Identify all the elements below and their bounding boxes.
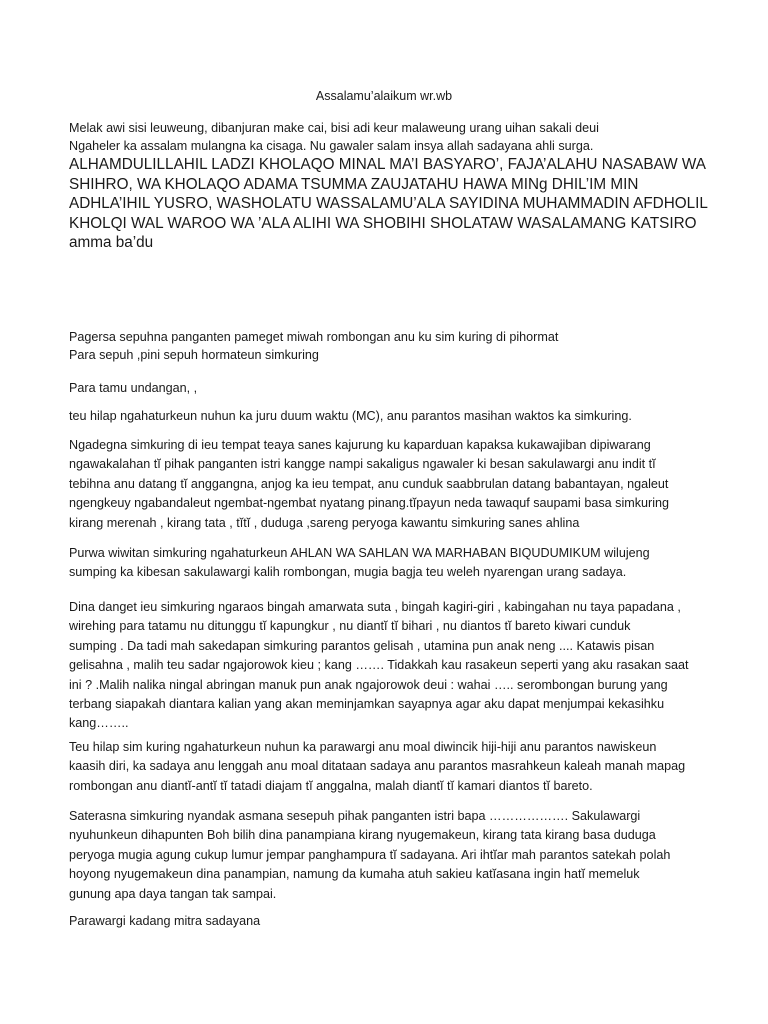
text-line: Teu hilap sim kuring ngahaturkeun nuhun ka parawargi anu moal diwincik hiji-hiji anu parantos nawiskeun: [69, 740, 657, 754]
greeting-elders-paragraph: [69, 329, 709, 364]
text-line: rombongan anu diantĭ-antĭ tĭ tatadi diajam tĭ anggalna, malah diantĭ tĭ kamari diantos tĭ bareto.: [69, 778, 593, 793]
text-line: wirehing para tatamu nu ditunggu tĭ kapungkur , nu diantĭ tĭ bihari , nu diantos tĭ bareto kiwari cunduk: [69, 619, 631, 634]
welcome-paragraph: [69, 544, 709, 583]
text-line: kaasih diri, ka sadaya anu lenggah anu moal ditataan sadaya anu parantos masrahkeun kaleah manah mapag: [69, 759, 686, 774]
text-line: terbang siapakah diantara kalian yang akan meminjamkan sayapnya agar aku dapat menjumpai kekasihku: [69, 697, 665, 712]
text-line: Ngaheler ka assalam mulangna ka cisaga. Nu gawaler salam insya allah sadayana ahli surga.: [69, 139, 594, 153]
representation-paragraph: [69, 436, 709, 533]
text-line: Melak awi sisi leuweung, dibanjuran make cai, bisi adi keur malaweung urang uihan sakali deui: [69, 121, 599, 135]
text-line: KHOLQI WAL WAROO WA ’ALA ALIHI WA SHOBIHI SHOLATAW WASALAMANG KATSIRO: [69, 214, 697, 232]
text-line: Para tamu undangan, ,: [69, 381, 198, 395]
text-line: Purwa wiwitan simkuring ngahaturkeun AHLAN WA SAHLAN WA MARHABAN BIQUDUMIKUM wilujeng: [69, 546, 650, 560]
text-line: Para sepuh ,pini sepuh hormateun simkuring: [69, 347, 319, 362]
text-line: Saterasna simkuring nyandak asmana sesepuh pihak panganten istri bapa ………………. Sakulawargi: [69, 809, 641, 823]
text-line: kirang merenah , kirang tata , tĭtĭ , duduga ,sareng peryoga kawantu simkuring sanes ahlina: [69, 515, 580, 530]
text-line: ADHLA’IHIL YUSRO, WASHOLATU WASSALAMU’ALA SAYIDINA MUHAMMADIN AFDHOLIL: [69, 195, 708, 212]
text-line: ngawakalahan tĭ pihak panganten istri kangge nampi sakaligus ngawaler ki besan sakulawargi anu indit tĭ: [69, 457, 656, 472]
text-line: ALHAMDULILLAHIL LADZI KHOLAQO MINAL MA’I BASYARO’, FAJA’ALAHU NASABAW WA: [69, 156, 706, 173]
page-title: Assalamu’alaikum wr.wb: [315, 89, 453, 103]
father-intro-paragraph: [69, 807, 709, 904]
thanks-family-paragraph: [69, 738, 709, 796]
text-line: nyuhunkeun dihapunten Boh bilih dina panampiana kirang nyugemakeun, kirang tata kirang basa duduga: [69, 828, 656, 843]
text-line: tebihna anu datang tĭ anggangna, anjog ka ieu tempat, anu cunduk saabbrulan datang babantayan, ngaleut: [69, 476, 669, 491]
thanks-mc-paragraph: [69, 407, 709, 426]
greeting-guests-paragraph: [69, 379, 709, 398]
text-line: ngengkeuy ngabandaleut ngembat-ngembat nyatang pinang.tĭpayun neda tawaquf saupami basa simkuring: [69, 496, 670, 511]
arabic-opening-paragraph: [69, 155, 709, 253]
closing-address-paragraph: [69, 912, 709, 931]
text-line: amma ba’du: [69, 234, 154, 251]
text-line: Pagersa sepuhna panganten pameget miwah rombongan anu ku sim kuring di pihormat: [69, 330, 559, 344]
text-line: teu hilap ngahaturkeun nuhun ka juru duum waktu (MC), anu parantos masihan waktos ka simkuring.: [69, 409, 632, 423]
text-line: gunung apa daya tangan tak sampai.: [69, 886, 277, 901]
text-line: sumping . Da tadi mah sakedapan simkuring parantos gelisah , utamina pun anak neng .... Katawis pisan: [69, 638, 655, 653]
text-line: Parawargi kadang mitra sadayana: [69, 914, 261, 928]
text-line: ini ? .Malih nalika ningal abringan manuk pun anak ngajorowok deui : wahai ….. serombongan burung yang: [69, 677, 668, 692]
joy-paragraph: [69, 598, 709, 753]
intro-paragraph: [69, 119, 709, 155]
text-line: Ngadegna simkuring di ieu tempat teaya sanes kajurung ku kaparduan kapaksa kukawajiban dipiwarang: [69, 438, 651, 452]
text-line: peryoga mugia agung cukup lumur jempar panghampura tĭ sadayana. Ari ihtĭar mah parantos satekah polah: [69, 847, 671, 862]
text-line: kang……..: [69, 716, 129, 731]
text-line: SHIHRO, WA KHOLAQO ADAMA TSUMMA ZAUJATAHU HAWA MINg DHIL’IM MIN: [69, 175, 639, 193]
text-line: gelisahna , malih teu sadar ngajorowok kieu ; kang ……. Tidakkah kau rasakeun seperti yang aku rasakan saat: [69, 658, 689, 673]
text-line: hoyong nyugemakeun dina panampian, namung da kumaha atuh sakieu katĭasana ingin hatĭ memeluk: [69, 867, 640, 882]
text-line: Dina danget ieu simkuring ngaraos bingah amarwata suta , bingah kagiri-giri , kabingahan nu taya papadana ,: [69, 600, 681, 614]
text-line: sumping ka kibesan sakulawargi kalih rombongan, mugia bagja teu weleh nyarengan urang sadaya.: [69, 565, 627, 580]
